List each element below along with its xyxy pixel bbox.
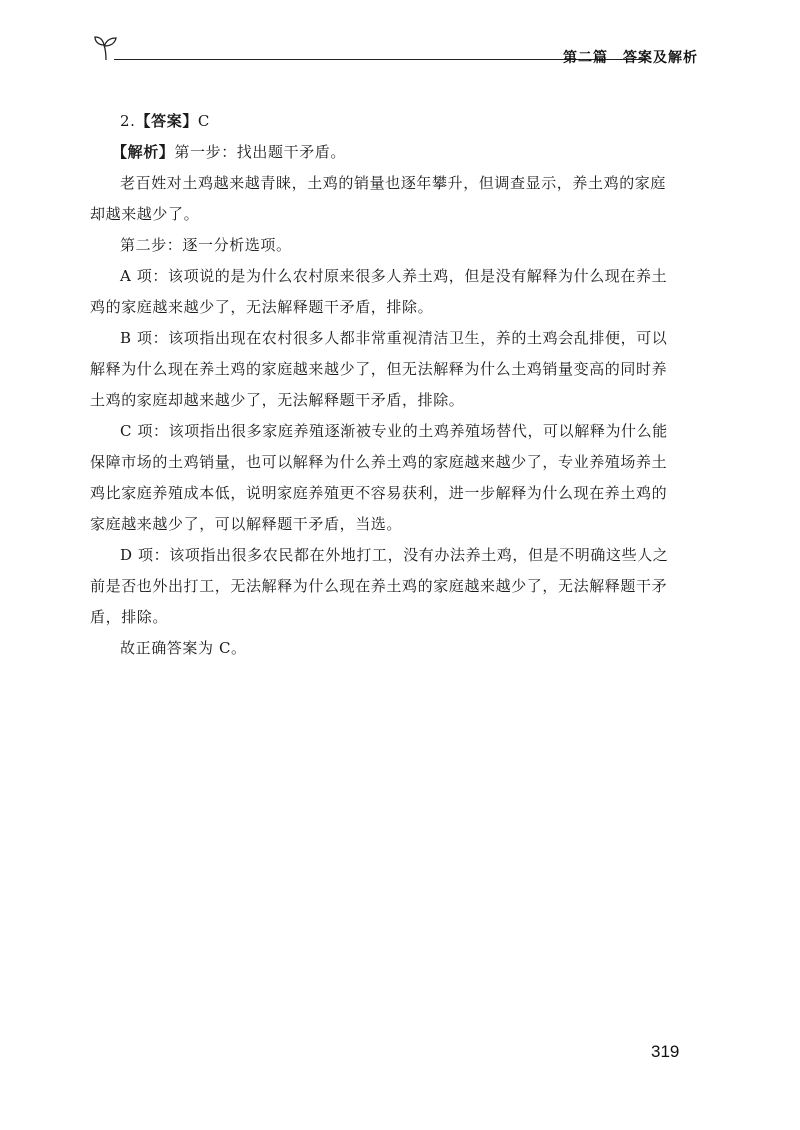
sprout-icon — [92, 32, 122, 62]
text-line: D 项：该项指出很多农民都在外地打工，没有办法养土鸡，但是不明确这些人之 — [120, 546, 669, 564]
text-line: 家庭越来越少了，可以解释题干矛盾，当选。 — [90, 515, 403, 533]
analysis-line — [112, 137, 700, 168]
answer-line — [120, 106, 700, 137]
text-line: 土鸡的家庭却越来越少了，无法解释题干矛盾，排除。 — [90, 391, 465, 409]
page-content — [90, 106, 700, 664]
text-line: 盾，排除。 — [90, 608, 169, 626]
analysis-label: 【解析】 — [112, 143, 175, 161]
page-number: 319 — [651, 1042, 680, 1061]
paragraph-option-c — [90, 416, 700, 540]
paragraph-step2 — [90, 230, 700, 261]
text-line: C 项：该项指出很多家庭养殖逐渐被专业的土鸡养殖场替代，可以解释为什么能 — [120, 422, 668, 440]
text-line: 故正确答案为 C。 — [120, 639, 247, 657]
paragraph-option-a — [90, 261, 700, 323]
paragraph-option-b — [90, 323, 700, 416]
paragraph-option-d — [90, 540, 700, 633]
text-line: A 项：该项说的是为什么农村原来很多人养土鸡，但是没有解释为什么现在养土 — [120, 267, 668, 285]
paragraph-conclusion — [90, 633, 700, 664]
text-line: 保障市场的土鸡销量，也可以解释为什么养土鸡的家庭越来越少了，专业养殖场养土 — [90, 453, 668, 471]
answer-label: 【答案】 — [135, 112, 198, 130]
step1-text: 第一步：找出题干矛盾。 — [174, 143, 347, 161]
question-number: 2. — [120, 112, 136, 130]
answer-value: C — [197, 112, 210, 130]
text-line: 鸡的家庭越来越少了，无法解释题干矛盾，排除。 — [90, 298, 434, 316]
paragraph-stem — [90, 168, 700, 230]
text-line: B 项：该项指出现在农村很多人都非常重视清洁卫生，养的土鸡会乱排便，可以 — [120, 329, 668, 347]
text-line: 鸡比家庭养殖成本低，说明家庭养殖更不容易获利，进一步解释为什么现在养土鸡的 — [90, 484, 668, 502]
text-line: 老百姓对土鸡越来越青睐，土鸡的销量也逐年攀升，但调查显示，养土鸡的家庭 — [120, 174, 667, 192]
running-header — [92, 30, 698, 70]
text-line: 解释为什么现在养土鸡的家庭越来越少了，但无法解释为什么土鸡销量变高的同时养 — [90, 360, 668, 378]
text-line: 前是否也外出打工，无法解释为什么现在养土鸡的家庭越来越少了，无法解释题干矛 — [90, 577, 668, 595]
text-line: 第二步：逐一分析选项。 — [120, 236, 292, 254]
chapter-title: 第二篇 答案及解析 — [563, 50, 698, 66]
text-line: 却越来越少了。 — [90, 205, 200, 223]
